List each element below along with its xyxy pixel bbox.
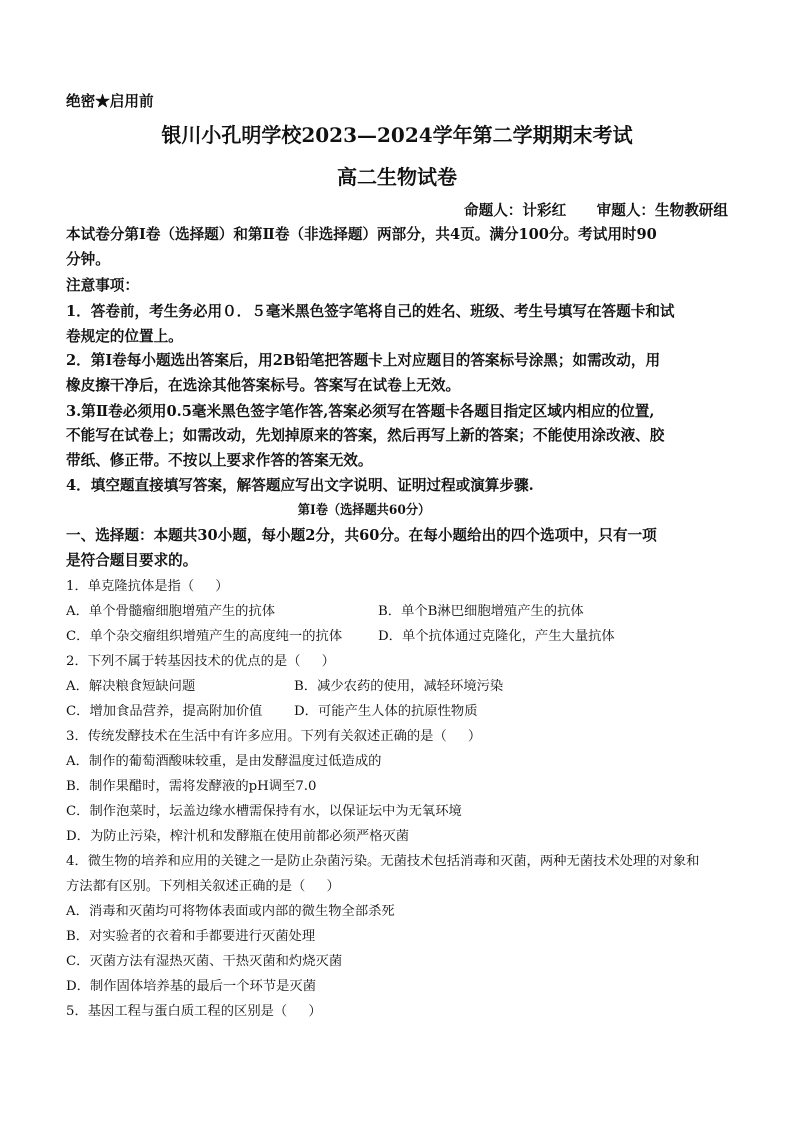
notes-heading: 注意事项： — [66, 277, 139, 294]
note-3-line-1: 3.第Ⅱ卷必须用0.5毫米黑色签字笔作答,答案必须写在答题卡各题目指定区域内相应的位置, — [66, 403, 655, 420]
q1-option-c: C．单个杂交瘤组织增殖产生的高度纯一的抗体 — [66, 629, 343, 644]
q4-option-d: D．制作固体培养基的最后一个环节是灭菌 — [66, 979, 317, 994]
note-1-line-2: 卷规定的位置上。 — [66, 328, 183, 345]
q2-option-b: B．减少农药的使用，减轻环境污染 — [294, 679, 504, 694]
q4-option-a: A．消毒和灭菌均可将物体表面或内部的微生物全部杀死 — [66, 904, 395, 919]
intro-line-2: 分钟。 — [66, 251, 110, 268]
q3-option-c: C．制作泡菜时，坛盖边缘水槽需保持有水，以保证坛中为无氧环境 — [66, 804, 462, 819]
q1-stem: 1．单克隆抗体是指（ ） — [66, 579, 229, 594]
q1-option-d: D．单个抗体通过克隆化，产生大量抗体 — [378, 629, 615, 644]
q2-option-c: C．增加食品营养，提高附加价值 — [66, 704, 263, 719]
q2-stem: 2．下列不属于转基因技术的优点的是（ ） — [66, 654, 335, 669]
intro-line-1: 本试卷分第Ⅰ卷（选择题）和第Ⅱ卷（非选择题）两部分，共4页。满分100分。考试用时90 — [66, 226, 657, 243]
exam-subtitle: 高二生物试卷 — [337, 165, 457, 189]
note-2-line-1: 2．第Ⅰ卷每小题选出答案后，用2B铅笔把答题卡上对应题目的答案标号涂黑；如需改动，用 — [66, 352, 661, 369]
q4-stem-line-2: 方法都有区别。下列相关叙述正确的是（ ） — [66, 879, 340, 894]
section-instruction-1: 一、选择题：本题共30小题，每小题2分，共60分。在每小题给出的四个选项中，只有一项 — [66, 527, 657, 544]
q1-option-b: B．单个B淋巴细胞增殖产生的抗体 — [378, 604, 584, 619]
section-instruction-2: 是符合题目要求的。 — [66, 552, 198, 569]
q4-stem-line-1: 4．微生物的培养和应用的关键之一是防止杂菌污染。无菌技术包括消毒和灭菌，两种无菌技术处理的对象和 — [66, 854, 700, 869]
q4-option-c: C．灭菌方法有湿热灭菌、干热灭菌和灼烧灭菌 — [66, 954, 343, 969]
q3-option-b: B．制作果醋时，需将发酵液的pH调至7.0 — [66, 779, 317, 794]
q1-option-a: A．单个骨髓瘤细胞增殖产生的抗体 — [66, 604, 276, 619]
note-3-line-2: 不能写在试卷上；如需改动，先划掉原来的答案，然后再写上新的答案；不能使用涂改液、胶 — [66, 427, 665, 444]
exam-title: 银川小孔明学校2023—2024学年第二学期期末考试 — [161, 123, 633, 147]
authors-line: 命题人：计彩红 审题人：生物教研组 — [464, 202, 728, 219]
q2-option-a: A．解决粮食短缺问题 — [66, 679, 196, 694]
q5-stem: 5．基因工程与蛋白质工程的区别是（ ） — [66, 1004, 322, 1019]
q2-option-d: D．可能产生人体的抗原性物质 — [294, 704, 478, 719]
note-4: 4．填空题直接填写答案，解答题应写出文字说明、证明过程或演算步骤. — [66, 477, 534, 494]
note-2-line-2: 橡皮擦干净后，在选涂其他答案标号。答案写在试卷上无效。 — [66, 377, 461, 394]
secret-label: 绝密★启用前 — [66, 93, 154, 110]
note-3-line-3: 带纸、修正带。不按以上要求作答的答案无效。 — [66, 452, 373, 469]
q3-option-a: A．制作的葡萄酒酸味较重，是由发酵温度过低造成的 — [66, 754, 382, 769]
q4-option-b: B．对实验者的衣着和手都要进行灭菌处理 — [66, 929, 316, 944]
section-title: 第Ⅰ卷（选择题共60分） — [297, 503, 431, 518]
q3-option-d: D．为防止污染，榨汁机和发酵瓶在使用前都必须严格灭菌 — [66, 829, 410, 844]
q3-stem: 3．传统发酵技术在生活中有许多应用。下列有关叙述正确的是（ ） — [66, 729, 482, 744]
note-1-line-1: 1．答卷前，考生务必用０．５毫米黑色签字笔将自己的姓名、班级、考生号填写在答题卡和试 — [66, 303, 675, 320]
